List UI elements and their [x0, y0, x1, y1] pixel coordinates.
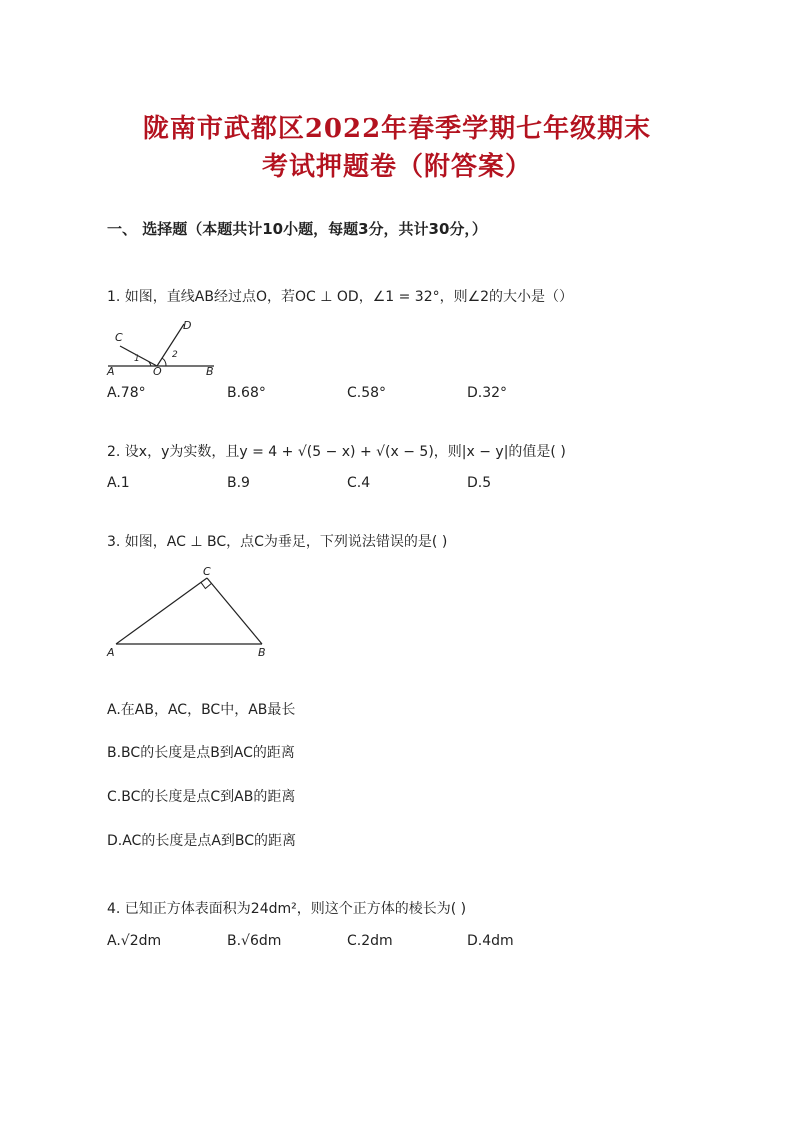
- question-3-option-b[interactable]: B.BC的长度是点B到AC的距离: [107, 745, 295, 761]
- option-b[interactable]: B.68°: [227, 385, 266, 401]
- option-c[interactable]: C.4: [347, 475, 371, 491]
- label-c: C: [115, 331, 123, 344]
- side-bc: [207, 578, 262, 644]
- label-1: 1: [134, 354, 140, 364]
- label-d: D: [183, 319, 192, 332]
- question-3-stem: 3. 如图，AC ⊥ BC，点C为垂足，下列说法错误的是( ): [107, 534, 448, 550]
- option-c[interactable]: C.58°: [347, 385, 387, 401]
- option-a[interactable]: A.√2dm: [107, 933, 162, 949]
- question-3-option-d[interactable]: D.AC的长度是点A到BC的距离: [107, 833, 297, 849]
- question-2-stem: 2. 设x，y为实数，且y = 4 + √(5 − x) + √(x − 5)，则|x − y|的值是( ): [107, 444, 566, 460]
- option-b[interactable]: B.9: [227, 475, 250, 491]
- side-ac: [116, 578, 207, 644]
- option-a[interactable]: A.1: [107, 475, 130, 491]
- option-b[interactable]: B.√6dm: [227, 933, 282, 949]
- label-a: A: [107, 646, 115, 659]
- angle-2-arc: [162, 358, 166, 366]
- section-heading: 一、 选择题（本题共计10小题，每题3分，共计30分，）: [107, 220, 487, 238]
- option-d[interactable]: D.5: [467, 475, 492, 491]
- label-c: C: [203, 565, 211, 578]
- question-3-option-a[interactable]: A.在AB，AC，BC中，AB最长: [107, 702, 296, 718]
- question-1-stem: 1. 如图，直线AB经过点O，若OC ⊥ OD，∠1 = 32°，则∠2的大小是（）: [107, 289, 574, 305]
- label-a: A: [107, 365, 115, 376]
- question-3-option-c[interactable]: C.BC的长度是点C到AB的距离: [107, 789, 296, 805]
- label-o: O: [153, 365, 162, 376]
- option-d[interactable]: D.32°: [467, 385, 508, 401]
- label-b: B: [206, 365, 214, 376]
- document-title-line1: 陇南市武都区2022年春季学期七年级期末: [142, 114, 652, 144]
- label-2: 2: [172, 350, 178, 360]
- option-d[interactable]: D.4dm: [467, 933, 514, 949]
- question-1-figure: [104, 318, 224, 376]
- right-angle-mark: [201, 582, 212, 588]
- option-c[interactable]: C.2dm: [347, 933, 393, 949]
- label-b: B: [258, 646, 266, 659]
- question-3-figure: [104, 562, 274, 662]
- document-title-line2: 考试押题卷（附答案）: [261, 152, 532, 182]
- ray-od: [157, 324, 184, 366]
- option-a[interactable]: A.78°: [107, 385, 146, 401]
- question-4-stem: 4. 已知正方体表面积为24dm²，则这个正方体的棱长为( ): [107, 901, 467, 917]
